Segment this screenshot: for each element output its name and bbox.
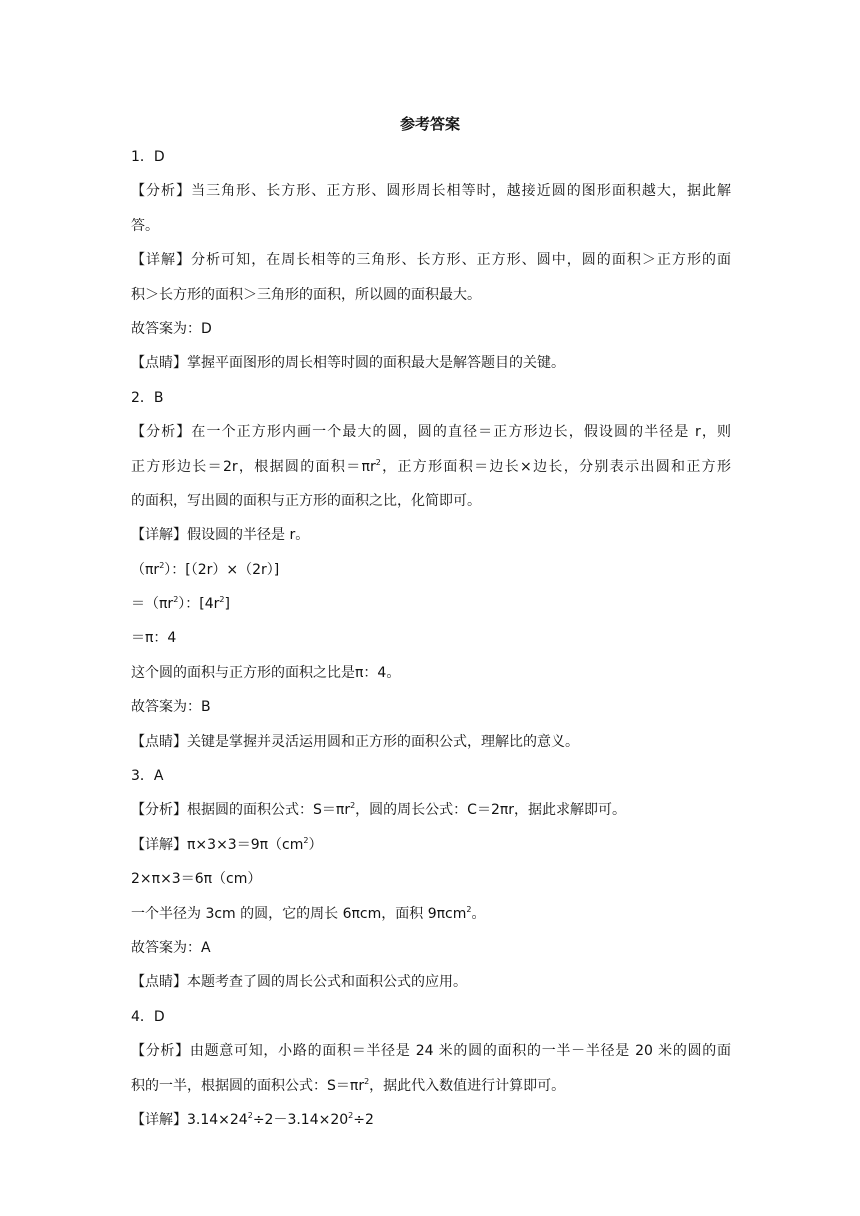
answer-3-detail-area: 【详解】$\pi\times 3\times 3=9\pi(cm^2)$ — [131, 835, 323, 853]
answer-2-analysis-end: 的面积，写出圆的面积与正方形的面积之比，化简即可。 — [131, 492, 481, 509]
answer-1-analysis: 【分析】当三角形、长方形、正方形、圆形周长相等时，越接近圆的图形面积越大，据此解 — [131, 183, 731, 200]
answer-1-detail-cont: 积＞长方形的面积＞三角形的面积，所以圆的面积最大。 — [131, 286, 481, 303]
answer-3-comment: 【点睛】本题考查了圆的周长公式和面积公式的应用。 — [131, 974, 467, 991]
answer-2-choice: 2．B — [131, 389, 164, 406]
answer-3-choice: 3．A — [131, 768, 164, 785]
answer-2-step-1: $(\pi r^2)$：[（2r）×（2r）] — [131, 560, 280, 578]
answer-1-analysis-cont: 答。 — [131, 217, 159, 234]
answer-4-choice: 4．D — [131, 1008, 165, 1025]
answer-4-detail: 【详解】$3.14\times 24^2\div 2-3.14\times 20^2\div 2$ — [131, 1110, 374, 1128]
answer-2-comment: 【点睛】关键是掌握并灵活运用圆和正方形的面积公式，理解比的意义。 — [131, 733, 579, 750]
answer-3-result: 故答案为：A — [131, 939, 211, 956]
answer-2-analysis-cont: 正方形边长＝2r，根据圆的面积$=\pi r^2$，正方形面积＝边长×边长，分别表示出圆和正方形 — [131, 457, 731, 475]
answer-2-conclusion: 这个圆的面积与正方形的面积之比是π：4。 — [131, 664, 401, 681]
answer-2-step-3: ＝π：4 — [131, 630, 177, 647]
answer-1-choice: 1．D — [131, 149, 165, 165]
answer-1-comment: 【点睛】掌握平面图形的周长相等时圆的面积最大是解答题目的关键。 — [131, 355, 565, 372]
answer-4-analysis: 【分析】由题意可知，小路的面积＝半径是 24 米的圆的面积的一半－半径是 20 米的圆的面 — [131, 1043, 731, 1060]
answer-3-conclusion: 一个半径为 3cm 的圆，它的周长 6πcm，面积 9πcm$^2$。 — [131, 904, 486, 922]
page-title: 参考答案 — [399, 115, 460, 133]
answer-1-detail: 【详解】分析可知，在周长相等的三角形、长方形、正方形、圆中，圆的面积＞正方形的面 — [131, 252, 731, 269]
answer-2-step-2: $=(\pi r^2)$：$[4r^2]$ — [131, 595, 230, 613]
answer-1-result: 故答案为：D — [131, 320, 212, 337]
answer-4-analysis-cont: 积的一半，根据圆的面积公式：$S=\pi r^2$，据此代入数值进行计算即可。 — [131, 1076, 566, 1094]
answer-content — [131, 145, 731, 1142]
answer-2-detail: 【详解】假设圆的半径是 r。 — [131, 527, 310, 544]
answer-3-detail-perimeter: 2×π×3＝6π（cm） — [131, 871, 262, 888]
answer-2-analysis: 【分析】在一个正方形内画一个最大的圆，圆的直径＝正方形边长，假设圆的半径是 r，则 — [131, 424, 731, 441]
answer-2-result: 故答案为：B — [131, 699, 211, 716]
answer-3-analysis: 【分析】根据圆的面积公式：$S=\pi r^2$，圆的周长公式：C＝2πr，据此求解即可。 — [131, 801, 627, 819]
